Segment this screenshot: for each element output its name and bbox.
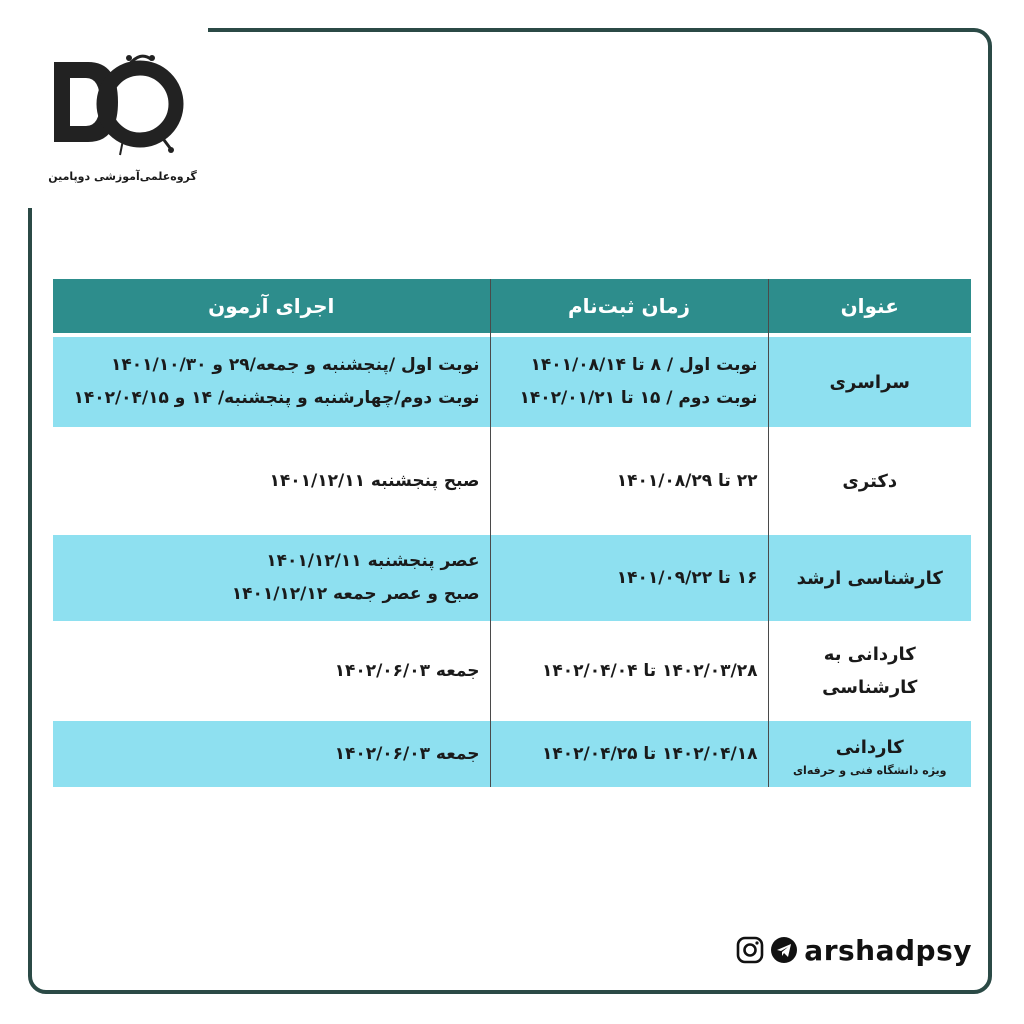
row-title: سراسری (768, 337, 971, 427)
row-registration (490, 721, 768, 787)
row-registration (490, 535, 768, 621)
row-exam (53, 721, 490, 787)
registration-line: نوبت اول / ۸ تا ۱۴۰۱/۰۸/۱۴ (530, 355, 758, 375)
row-exam (53, 427, 490, 535)
row-registration (490, 337, 768, 427)
logo-caption: گروه‌علمی‌آموزشی دوپامین (48, 170, 197, 183)
row-registration (490, 621, 768, 721)
row-title: کارشناسی ارشد (768, 535, 971, 621)
row-exam (53, 535, 490, 621)
table-row (53, 535, 971, 621)
exam-line: عصر پنجشنبه ۱۴۰۱/۱۲/۱۱ (266, 551, 480, 571)
table-row (53, 427, 971, 535)
row-title: دکتری (768, 427, 971, 535)
instagram-icon[interactable] (736, 936, 764, 964)
row-registration (490, 427, 768, 535)
exam-line: جمعه ۱۴۰۲/۰۶/۰۳ (334, 743, 480, 764)
exam-line: صبح و عصر جمعه ۱۴۰۱/۱۲/۱۲ (231, 584, 480, 604)
row-title: کاردانی به کارشناسی (768, 621, 971, 721)
row-title-text: کاردانی (835, 736, 904, 758)
table-row (53, 621, 971, 721)
registration-line: ۱۶ تا ۱۴۰۱/۰۹/۲۲ (616, 567, 758, 588)
row-title (768, 721, 971, 787)
row-subtitle: ویژه دانشگاه فنی و حرفه‌ای (792, 763, 947, 777)
exam-line: جمعه ۱۴۰۲/۰۶/۰۳ (334, 660, 480, 681)
social-handle[interactable]: arshadpsy (804, 933, 972, 967)
header-title: عنوان (768, 279, 971, 333)
table-row (53, 721, 971, 787)
exam-line: نوبت اول /پنجشنبه و جمعه/۲۹ و ۱۴۰۱/۱۰/۳۰ (111, 355, 480, 375)
exam-line: نوبت دوم/چهارشنبه و پنجشنبه/ ۱۴ و ۱۴۰۲/۰۴/۱۵ (73, 388, 480, 408)
social-handle-bar (736, 928, 972, 972)
dopamine-logo (40, 40, 200, 190)
header-registration: زمان ثبت‌نام (490, 279, 768, 333)
header-exam: اجرای آزمون (53, 279, 490, 333)
row-exam (53, 337, 490, 427)
registration-line: ۱۴۰۲/۰۳/۲۸ تا ۱۴۰۲/۰۴/۰۴ (542, 660, 758, 681)
schedule-table (53, 279, 971, 787)
table-header-row (53, 279, 971, 333)
row-exam (53, 621, 490, 721)
telegram-icon[interactable] (770, 936, 798, 964)
registration-line: ۱۴۰۲/۰۴/۱۸ تا ۱۴۰۲/۰۴/۲۵ (542, 743, 758, 764)
registration-line: ۲۲ تا ۱۴۰۱/۰۸/۲۹ (616, 470, 758, 491)
registration-line: نوبت دوم / ۱۵ تا ۱۴۰۲/۰۱/۲۱ (519, 388, 758, 408)
table-row (53, 337, 971, 427)
exam-line: صبح پنجشنبه ۱۴۰۱/۱۲/۱۱ (269, 470, 480, 491)
